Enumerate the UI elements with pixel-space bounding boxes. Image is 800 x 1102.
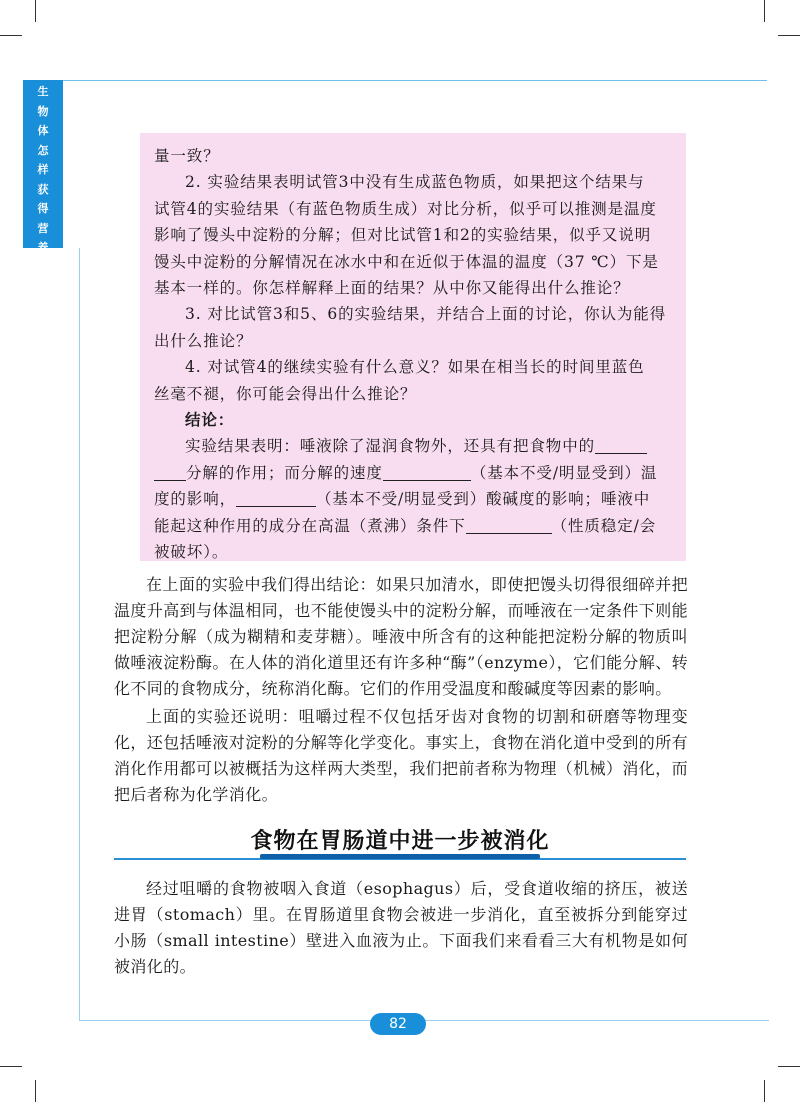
box-line bbox=[154, 486, 674, 512]
box-line bbox=[154, 460, 674, 486]
margin-rule bbox=[79, 248, 80, 1020]
paragraph: 上面的实验还说明：咀嚼过程不仅包括牙齿对食物的切割和研磨等物理变化，还包括唾液对淀粉的分解等化学变化。事实上，食物在消化道中受到的所有消化作用都可以被概括为这样两大类型，我们把前者称为物理（机械）消化，而把后者称为化学消化。 bbox=[114, 707, 689, 804]
box-line: 4. 对试管4的继续实验有什么意义？如果在相当长的时间里蓝色 bbox=[185, 358, 645, 376]
crop-mark bbox=[778, 1066, 800, 1067]
body-section bbox=[114, 704, 688, 808]
crop-mark bbox=[0, 35, 22, 36]
box-line: 2. 实验结果表明试管3中没有生成蓝色物质，如果把这个结果与 bbox=[185, 173, 645, 191]
box-text: （性质稳定/会 bbox=[551, 517, 657, 535]
box-line bbox=[154, 513, 674, 539]
chapter-tab-char: 体 bbox=[37, 124, 49, 137]
chapter-tab-char: 获 bbox=[37, 182, 49, 196]
fill-blank bbox=[383, 462, 471, 481]
crop-mark bbox=[35, 1080, 36, 1102]
fill-blank bbox=[466, 515, 552, 534]
box-text: 度的影响， bbox=[154, 490, 237, 508]
paragraph: 在上面的实验中我们得出结论：如果只加清水，即使把馒头切得很细碎并把温度升高到与体温相同，也不能使馒头中的淀粉分解，而唾液在一定条件下则能把淀粉分解（成为糊精和麦芽糖）。唾液中所含有的这种能把淀粉分解的物质叫做唾液淀粉酶。在人体的消化道里还有许多种“酶”（enzyme），它们能分解、转化不同的食物成分，统称消化酶。它们的作用受温度和酸碱度等因素的影响。 bbox=[114, 575, 689, 698]
box-text: （基本不受/明显受到）温 bbox=[470, 464, 658, 482]
chapter-tab-label bbox=[23, 82, 63, 258]
crop-mark bbox=[764, 0, 765, 22]
fill-blank bbox=[154, 462, 186, 481]
crop-mark bbox=[35, 0, 36, 22]
crop-mark bbox=[764, 1080, 765, 1102]
header-rule bbox=[63, 80, 767, 81]
fill-blank bbox=[236, 488, 316, 507]
box-text: 能起这种作用的成分在高温（煮沸）条件下 bbox=[154, 517, 466, 535]
box-line bbox=[154, 433, 674, 459]
body-section bbox=[114, 572, 688, 702]
fill-blank bbox=[595, 435, 647, 454]
chapter-tab bbox=[23, 80, 63, 254]
chapter-tab-char: 营 bbox=[37, 221, 49, 235]
conclusion-heading: 结论： bbox=[185, 411, 235, 429]
box-text: 分解的作用；而分解的速度 bbox=[186, 464, 383, 482]
discussion-box bbox=[140, 133, 686, 561]
chapter-tab-char: 物 bbox=[37, 104, 49, 118]
crop-mark bbox=[0, 1066, 22, 1067]
box-line: 被破坏）。 bbox=[154, 543, 229, 561]
chapter-tab-char: 得 bbox=[37, 202, 49, 215]
box-line: 基本一样的。你怎样解释上面的结果？从中你又能得出什么推论？ bbox=[154, 279, 630, 297]
chapter-tab-char: 样 bbox=[37, 163, 49, 176]
box-text: 实验结果表明：唾液除了湿润食物外，还具有把食物中的 bbox=[185, 437, 596, 455]
page-number: 82 bbox=[370, 1013, 426, 1035]
chapter-tab-char: 养 bbox=[37, 241, 49, 254]
box-line: 影响了馒头中淀粉的分解；但对比试管1和2的实验结果，似乎又说明 bbox=[154, 226, 652, 244]
box-line: 3. 对比试管3和5、6的实验结果，并结合上面的讨论，你认为能得 bbox=[185, 305, 667, 323]
section-heading-text: 食物在胃肠道中进一步被消化 bbox=[250, 829, 550, 854]
paragraph: 经过咀嚼的食物被咽入食道（esophagus）后，受食道收缩的挤压，被送进胃（stomach）里。在胃肠道里食物会被进一步消化，直至被拆分到能穿过小肠（small intestine）壁进入血液为止。下面我们来看看三大有机物是如何被消化的。 bbox=[114, 879, 688, 976]
box-line: 丝毫不褪，你可能会得出什么推论？ bbox=[154, 385, 417, 403]
chapter-tab-char: 怎 bbox=[37, 143, 49, 157]
section-heading bbox=[114, 820, 686, 864]
chapter-tab-char: 生 bbox=[37, 85, 49, 98]
box-line: 试管4的实验结果（有蓝色物质生成）对比分析，似乎可以推测是温度 bbox=[154, 200, 657, 218]
body-section bbox=[114, 876, 688, 980]
box-line: 量一致？ bbox=[154, 147, 220, 165]
heading-rule-accent bbox=[260, 854, 540, 859]
box-text: （基本不受/明显受到）酸碱度的影响；唾液中 bbox=[316, 490, 651, 508]
box-line: 馒头中淀粉的分解情况在冰水中和在近似于体温的温度（37 ℃）下是 bbox=[154, 253, 659, 271]
box-line: 出什么推论？ bbox=[154, 332, 253, 350]
crop-mark bbox=[778, 35, 800, 36]
